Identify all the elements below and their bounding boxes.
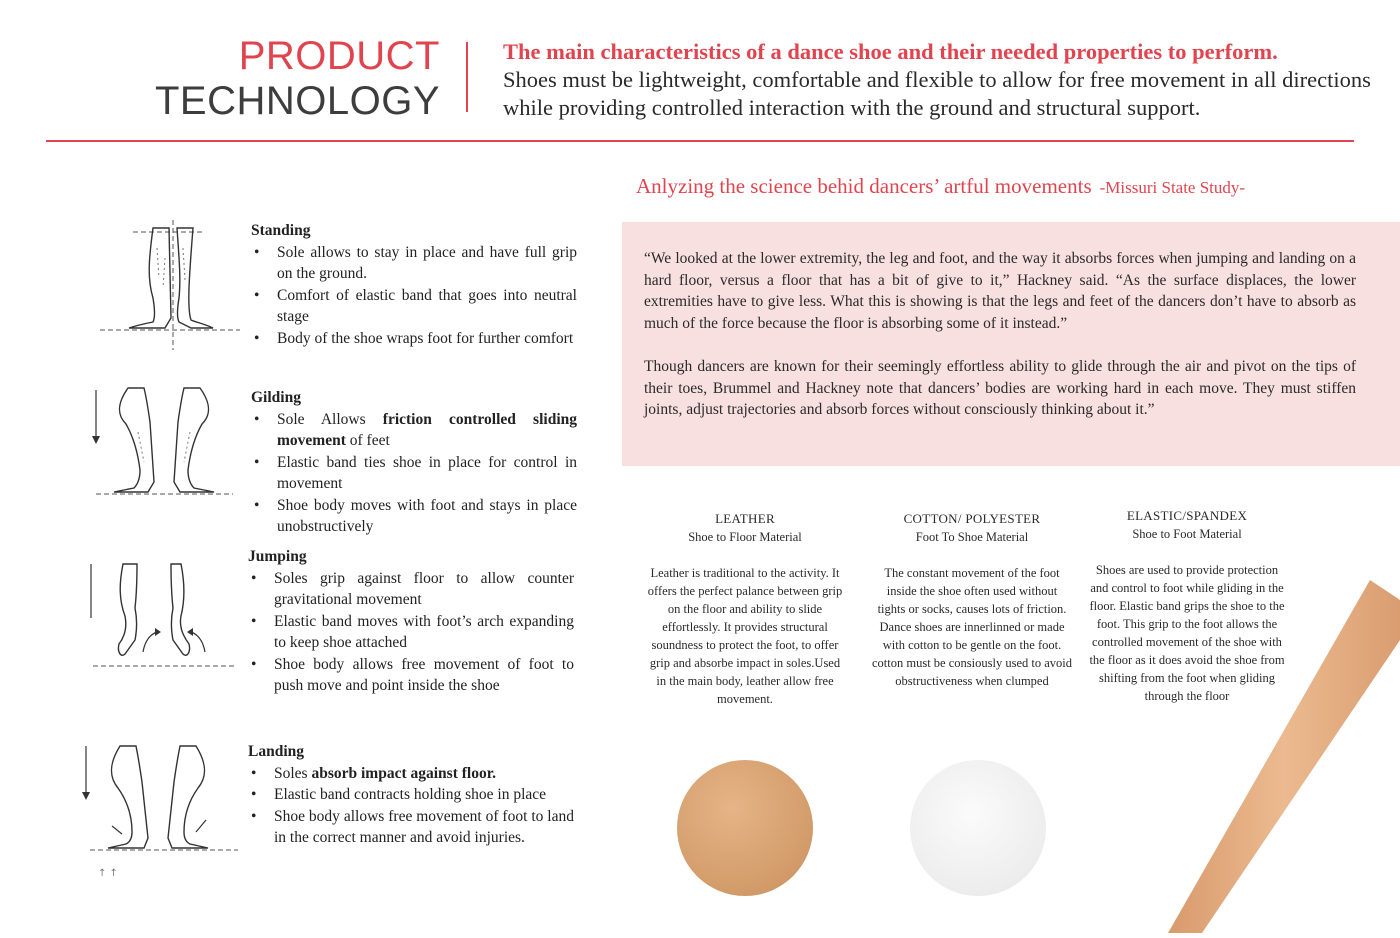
elastic-band-swatch <box>1140 570 1400 938</box>
material-name: LEATHER <box>715 511 775 526</box>
material-name: COTTON/ POLYESTER <box>903 511 1041 526</box>
list-item: • Body of the shoe wraps foot for further comfort <box>251 328 577 350</box>
list-item: • Elastic band contracts holding shoe in place <box>248 784 574 806</box>
material-description: Shoes are used to provide protection and control to foot while gliding in the floor. Elastic band grips the shoe to the foot. This grip to the foot allows the controlled movement of the shoe with the floor as it does avoid the shoe from shifting from the foot when gliding through the floor <box>1089 563 1285 703</box>
title-product: PRODUCT <box>238 34 440 78</box>
material-description: Leather is traditional to the activity. It offers the perfect palance between grip on the floor and ability to slide effortlessly. It provides structural soundness to protect the foot, to offer grip and absorbe impact in soles.Used in the main body, leather allow free movement. <box>647 566 843 706</box>
svg-text:↑ ↑: ↑ ↑ <box>98 868 118 879</box>
list-item: • Sole allows to stay in place and have full grip on the ground. <box>251 242 577 285</box>
movement-landing <box>248 741 574 849</box>
list-item: • Shoe body allows free movement of foot to land in the correct manner and avoid injuries. <box>248 806 574 849</box>
movement-gilding <box>251 387 577 538</box>
material-name: ELASTIC/SPANDEX <box>1126 508 1248 523</box>
intro-body: Shoes must be lightweight, comfortable and flexible to allow for free movement in all directions while providing controlled interaction with the ground and structural support. <box>503 67 1371 120</box>
movement-title: Standing <box>251 222 311 239</box>
list-item: • Elastic band ties shoe in place for control in movement <box>251 452 577 495</box>
movement-title: Landing <box>248 743 305 760</box>
list-item: • Comfort of elastic band that goes into neutral stage <box>251 285 577 328</box>
list-item: • Soles grip against floor to allow counter gravitational movement <box>248 568 574 611</box>
study-title: Anlyzing the science behid dancers’ artful movements <box>636 174 1092 198</box>
movement-jumping <box>248 546 574 697</box>
list-item: • Shoe body moves with foot and stays in place unobstructively <box>251 495 577 538</box>
page-title <box>150 34 440 124</box>
material-role: Shoe to Floor Material <box>688 530 802 544</box>
study-source: -Missuri State Study- <box>1099 178 1246 197</box>
movement-title: Gilding <box>251 389 301 406</box>
material-description: The constant movement of the foot inside the shoe often used without tights or socks, causes lots of friction. Dance shoes are innerlinned or made with cotton to be gentle on the foot. cotton must be consiously used to avoid obstructiveness when clumped <box>872 566 1072 688</box>
intro-lead: The main characteristics of a dance shoe and their needed properties to perform. <box>503 39 1278 64</box>
material-role: Shoe to Foot Material <box>1132 527 1242 541</box>
material-role: Foot To Shoe Material <box>915 530 1029 544</box>
jumping-illustration <box>85 560 240 675</box>
study-quote-box <box>622 222 1400 466</box>
title-technology: TECHNOLOGY <box>154 78 440 123</box>
header-rule <box>46 140 1354 142</box>
leather-swatch <box>677 760 813 896</box>
cotton-swatch <box>910 760 1046 896</box>
quote-paragraph: Though dancers are known for their seemingly effortless ability to glide through the air and pivot on the tips of their toes, Brummel and Hackney note that dancers’ bodies are working hard in each move. They must stiffen joints, adjust trajectories and absorb forces without consciously thinking about it.” <box>644 358 1356 418</box>
study-heading <box>636 174 1245 199</box>
movement-title: Jumping <box>248 548 307 565</box>
landing-illustration <box>78 742 240 882</box>
list-item: • Soles absorb impact against floor. <box>248 763 574 785</box>
material-leather <box>645 510 845 708</box>
header-divider <box>466 42 468 112</box>
movement-standing <box>251 220 577 349</box>
gliding-illustration <box>88 382 238 502</box>
list-item: • Sole Allows friction controlled sliding movement of feet <box>251 409 577 452</box>
quote-paragraph: “We looked at the lower extremity, the leg and foot, and the way it absorbs forces when jumping and landing on a hard floor, versus a floor that has a bit of give to it,” Hackney said. “As the surface displaces, the lower extremities have to give less. What this is showing is that the legs and feet of the dancers don’t have to absorb as much of the force because the floor is absorbing some of it instead.” <box>644 250 1356 332</box>
standing-illustration <box>95 218 245 353</box>
list-item: • Elastic band moves with foot’s arch expanding to keep shoe attached <box>248 611 574 654</box>
material-cotton <box>872 510 1072 690</box>
list-item: • Shoe body allows free movement of foot to push move and point inside the shoe <box>248 654 574 697</box>
intro-text <box>503 38 1383 122</box>
